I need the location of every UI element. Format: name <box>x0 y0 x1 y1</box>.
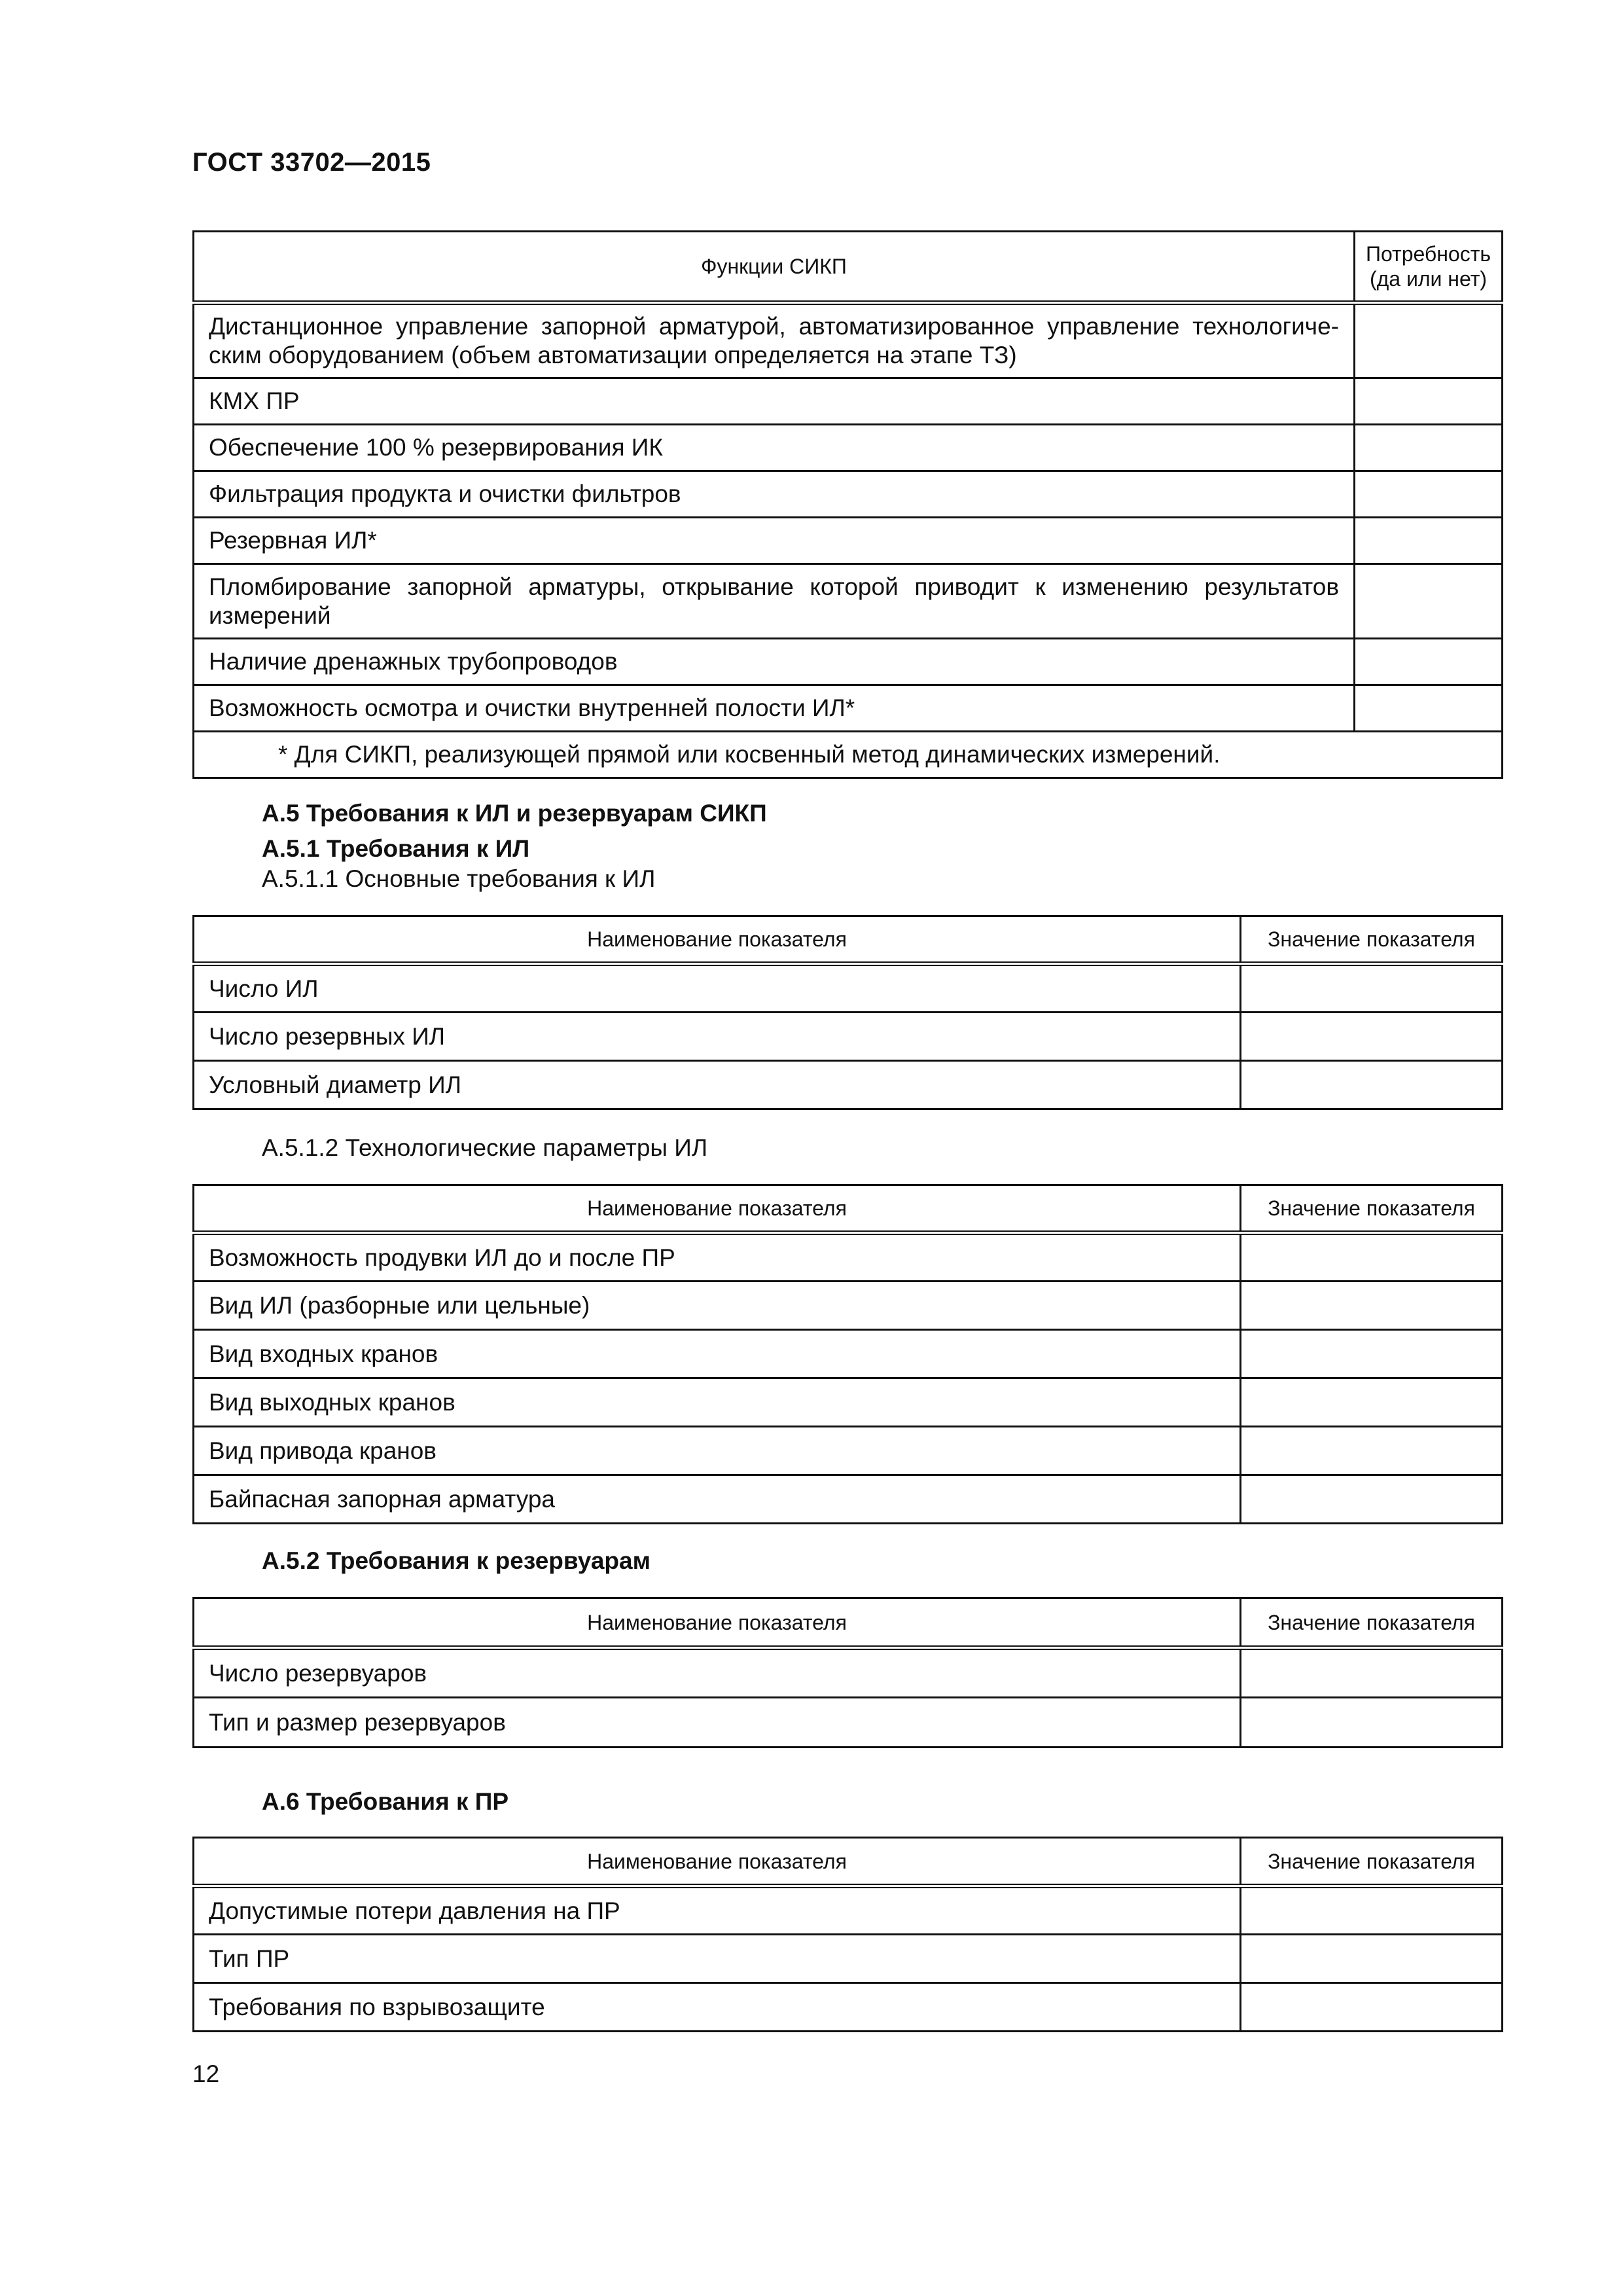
column-header-name: Наименование показателя <box>194 1185 1241 1233</box>
table-cell-value <box>1241 1648 1503 1698</box>
table-row-label: Наличие дренажных трубопроводов <box>194 639 1355 685</box>
column-header-name: Наименование показателя <box>194 1598 1241 1648</box>
reservoirs-table <box>192 1597 1503 1748</box>
table-cell-value <box>1241 1935 1503 1983</box>
column-header-need: Потребность (да или нет) <box>1355 232 1503 303</box>
table-cell-value <box>1241 1282 1503 1330</box>
table-row-label: Число резервуаров <box>194 1648 1241 1698</box>
table-cell-value <box>1355 378 1503 425</box>
functions-table <box>192 230 1503 779</box>
section-heading-a51: А.5.1 Требования к ИЛ <box>262 835 530 862</box>
section-heading-a511: А.5.1.1 Основные требования к ИЛ <box>262 865 656 892</box>
table-cell-value <box>1241 1983 1503 2032</box>
table-row-label: Обеспечение 100 % резервирования ИК <box>194 425 1355 471</box>
table-row-label: Число ИЛ <box>194 964 1241 1013</box>
table-cell-value <box>1241 1061 1503 1109</box>
table-row-label: Тип ПР <box>194 1935 1241 1983</box>
table-row-label: Вид входных кранов <box>194 1330 1241 1378</box>
table-cell-value <box>1241 964 1503 1013</box>
column-header-value: Значение показателя <box>1241 1598 1503 1648</box>
column-header-value: Значение показателя <box>1241 1185 1503 1233</box>
table-cell-value <box>1241 1698 1503 1748</box>
table-cell-value <box>1241 1475 1503 1524</box>
table-cell-value <box>1355 303 1503 378</box>
column-header-name: Наименование показателя <box>194 1838 1241 1886</box>
table-row-label: КМХ ПР <box>194 378 1355 425</box>
table-cell-value <box>1355 471 1503 518</box>
table-row-label: Фильтрация продукта и очистки фильтров <box>194 471 1355 518</box>
page-number: 12 <box>192 2060 220 2087</box>
column-header-value: Значение показателя <box>1241 916 1503 964</box>
table-row-label: Байпасная запорная арматура <box>194 1475 1241 1524</box>
table-cell-value <box>1241 1330 1503 1378</box>
table-row-label: Пломбирование запорной арматуры, открывание которой приводит к изменению результатов измерений <box>194 564 1355 639</box>
table-cell-value <box>1355 685 1503 732</box>
column-header-value: Значение показателя <box>1241 1838 1503 1886</box>
column-header-functions: Функции СИКП <box>194 232 1355 303</box>
pr-requirements-table <box>192 1837 1503 2032</box>
table-cell-value <box>1355 564 1503 639</box>
section-heading-a5: А.5 Требования к ИЛ и резервуарам СИКП <box>262 800 767 827</box>
table-row-label: Дистанционное управление запорной арматурой, автоматизированное управление технологиче-ским оборудованием (объем автоматизации определяется на этапе ТЗ) <box>194 303 1355 378</box>
table-row-label: Вид ИЛ (разборные или цельные) <box>194 1282 1241 1330</box>
section-heading-a6: А.6 Требования к ПР <box>262 1788 509 1815</box>
column-header-name: Наименование показателя <box>194 916 1241 964</box>
table-cell-value <box>1241 1886 1503 1935</box>
table-row-label: Вид выходных кранов <box>194 1378 1241 1427</box>
table-row-label: Допустимые потери давления на ПР <box>194 1886 1241 1935</box>
il-basic-table <box>192 915 1503 1110</box>
table-cell-value <box>1241 1378 1503 1427</box>
table-row-label: Условный диаметр ИЛ <box>194 1061 1241 1109</box>
document-header-title: ГОСТ 33702—2015 <box>192 148 431 177</box>
table-cell-value <box>1355 639 1503 685</box>
table-cell-value <box>1241 1013 1503 1061</box>
table-row-label: Тип и размер резервуаров <box>194 1698 1241 1748</box>
table-footnote: * Для СИКП, реализующей прямой или косвенный метод динамических измерений. <box>194 732 1503 778</box>
table-row-label: Возможность осмотра и очистки внутренней полости ИЛ* <box>194 685 1355 732</box>
table-row-label: Вид привода кранов <box>194 1427 1241 1475</box>
table-cell-value <box>1241 1427 1503 1475</box>
table-cell-value <box>1355 425 1503 471</box>
table-row-label: Резервная ИЛ* <box>194 518 1355 564</box>
section-heading-a52: А.5.2 Требования к резервуарам <box>262 1547 651 1574</box>
il-technological-table <box>192 1184 1503 1524</box>
table-row-label: Требования по взрывозащите <box>194 1983 1241 2032</box>
section-heading-a512: А.5.1.2 Технологические параметры ИЛ <box>262 1134 708 1161</box>
table-cell-value <box>1355 518 1503 564</box>
table-row-label: Возможность продувки ИЛ до и после ПР <box>194 1233 1241 1282</box>
table-cell-value <box>1241 1233 1503 1282</box>
table-row-label: Число резервных ИЛ <box>194 1013 1241 1061</box>
